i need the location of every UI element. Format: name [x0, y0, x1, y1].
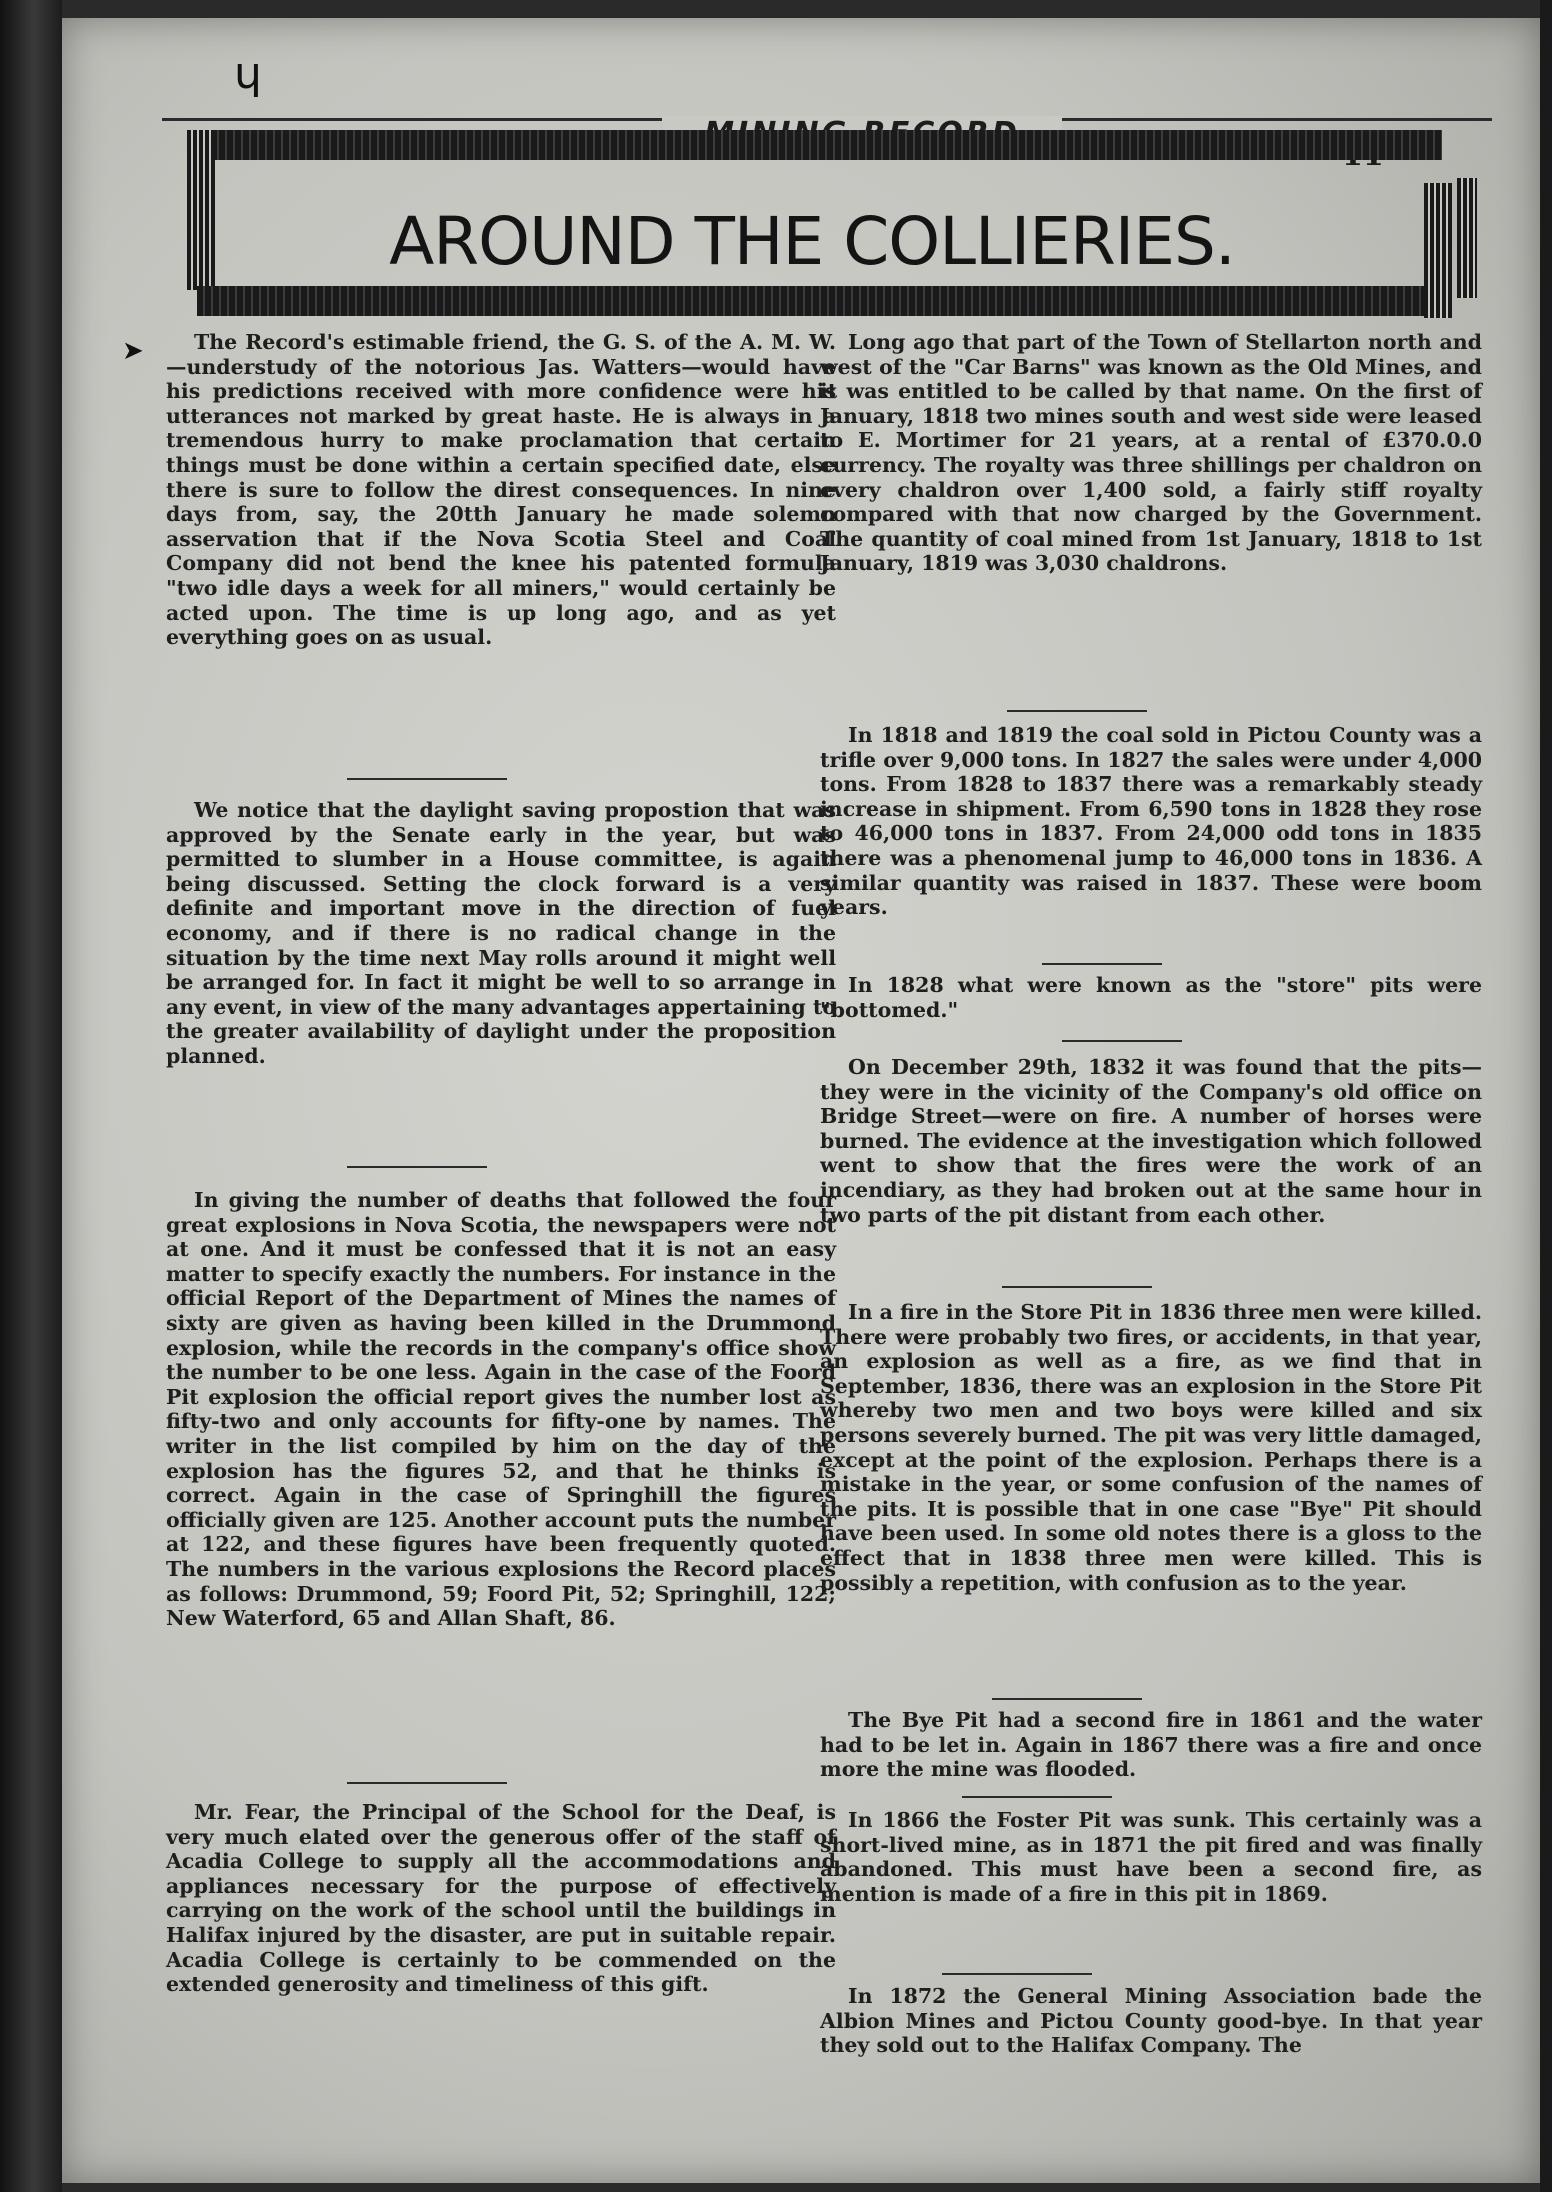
item-store-pits: In 1828 what were known as the "store" pits were "bottomed."	[820, 973, 1482, 1022]
pointer-mark: ➤	[122, 336, 144, 366]
item-separator	[1042, 963, 1162, 965]
banner-right-post-2	[1457, 178, 1477, 298]
item-separator	[942, 1973, 1092, 1975]
right-column	[820, 330, 1482, 576]
right-column	[820, 723, 1482, 920]
left-column	[166, 1188, 836, 1631]
banner-bottom-bar	[197, 286, 1452, 316]
item-1832-fire: On December 29th, 1832 it was found that the pits—they were in the vicinity of the Company's old office on Bridge Street—were on fire. A number of horses were burned. The evidence at the investigation which followed went to show that the fires were the work of an incendiary, as they had broken out at the same hour in two parts of the pit distant from each other.	[820, 1055, 1482, 1227]
page-headline: AROUND THE COLLIERIES.	[389, 203, 1235, 280]
item-separator	[347, 1166, 487, 1168]
right-column	[820, 1708, 1482, 1782]
item-separator	[1062, 1040, 1182, 1042]
item-separator	[962, 1796, 1112, 1798]
left-column	[166, 798, 836, 1069]
right-column	[820, 1808, 1482, 1906]
item-separator	[347, 1782, 507, 1784]
item-daylight-saving: We notice that the daylight saving propostion that was approved by the Senate early in the year, but was permitted to slumber in a House committee, is again being discussed. Setting the clock forward is a very definite and important move in the direction of fuel economy, and if there is no radical change in the situation by the time next May rolls around it might well be arranged for. In fact it might be well to so arrange in any event, in view of the many advantages appertaining to the greater availability of daylight under the proposition planned.	[166, 798, 836, 1068]
banner-left-post	[187, 130, 215, 290]
item-old-mines: Long ago that part of the Town of Stellarton north and west of the "Car Barns" was known as the Old Mines, and it was entitled to be called by that name. On the first of January, 1818 two mines south and west side were leased to E. Mortimer for 21 years, at a rental of £370.0.0 currency. The royalty was three shillings per chaldron on every chaldron over 1,400 sold, a fairly stiff royalty compared with that now charged by the Government. The quantity of coal mined from 1st January, 1818 to 1st January, 1819 was 3,030 chaldrons.	[820, 330, 1482, 576]
item-school-for-deaf: Mr. Fear, the Principal of the School for the Deaf, is very much elated over the generous offer of the staff of Acadia College to supply all the accommodations and appliances necessary for the purpose of effectively carrying on the work of the school until the buildings in Halifax injured by the disaster, are put in suitable repair. Acadia College is certainly to be commended on the extended generosity and timeliness of this gift.	[166, 1800, 836, 1997]
item-separator	[1007, 710, 1147, 712]
newspaper-page	[62, 18, 1540, 2183]
left-column	[166, 330, 836, 650]
right-column	[820, 1984, 1482, 2058]
ink-mark: ɥ	[234, 48, 262, 99]
banner-top-bar	[187, 130, 1442, 160]
item-separator	[347, 778, 507, 780]
left-column	[166, 1800, 836, 1997]
item-explosion-deaths: In giving the number of deaths that followed the four great explosions in Nova Scotia, the newspapers were not at one. And it must be confessed that it is not an easy matter to specify exactly the numbers. For instance in the official Report of the Department of Mines the names of sixty are given as having been killed in the Drummond explosion, while the records in the company's office show the number to be one less. Again in the case of the Foord Pit explosion the official report gives the number lost as fifty-two and only accounts for fifty-one by names. The writer in the list compiled by him on the day of the explosion has the figures 52, and that he thinks is correct. Again in the case of Springhill the figures officially given are 125. Another account puts the number at 122, and these figures have been frequently quoted. The numbers in the various explosions the Record places as follows: Drummond, 59; Foord Pit, 52; Springhill, 122; New Waterford, 65 and Allan Shaft, 86.	[166, 1188, 836, 1631]
scan-left-edge	[0, 0, 62, 2192]
item-separator	[1002, 1286, 1152, 1288]
item-pictou-sales: In 1818 and 1819 the coal sold in Pictou County was a trifle over 9,000 tons. In 1827 the sales were under 4,000 tons. From 1828 to 1837 there was a remarkably steady increase in shipment. From 6,590 tons in 1828 they rose to 46,000 tons in 1837. From 24,000 odd tons in 1835 there was a phenomenal jump to 46,000 tons in 1836. A similar quantity was raised in 1837. These were boom years.	[820, 723, 1482, 920]
scan-right-edge	[1540, 0, 1552, 2192]
item-separator	[992, 1698, 1142, 1700]
item-afmw-predictions: The Record's estimable friend, the G. S. of the A. M. W.—understudy of the notorious Jas. Watters—would have his predictions received with more confidence were his utterances not marked by great haste. He is always in a tremendous hurry to make proclamation that certain things must be done within a certain specified date, else there is sure to follow the direst consequences. In nine days from, say, the 20tth January he made solemn asservation that if the Nova Scotia Steel and Coal Company did not bend the knee his patented formula "two idle days a week for all miners," would certainly be acted upon. The time is up long ago, and as yet everything goes on as usual.	[166, 330, 836, 650]
item-store-pit-1836: In a fire in the Store Pit in 1836 three men were killed. There were probably two fires, or accidents, in that year, an explosion as well as a fire, as we find that in September, 1836, there was an explosion in the Store Pit whereby two men and two boys were killed and six persons severely burned. The pit was very little damaged, except at the point of the explosion. Perhaps there is a mistake in the year, or some confusion of the names of the pits. It is possible that in one case "Bye" Pit should have been used. In some old notes there is a gloss to the effect that in 1838 three men were killed. This is possibly a repetition, with confusion as to the year.	[820, 1300, 1482, 1595]
right-column	[820, 1055, 1482, 1227]
banner-right-post	[1424, 183, 1452, 318]
item-bye-pit: The Bye Pit had a second fire in 1861 and the water had to be let in. Again in 1867 there was a fire and once more the mine was flooded.	[820, 1708, 1482, 1782]
right-column	[820, 1300, 1482, 1595]
item-gma-goodbye: In 1872 the General Mining Association bade the Albion Mines and Pictou County good-bye. In that year they sold out to the Halifax Company. The	[820, 1984, 1482, 2058]
item-foster-pit: In 1866 the Foster Pit was sunk. This certainly was a short-lived mine, as in 1871 the pit fired and was finally abandoned. This must have been a second fire, as mention is made of a fire in this pit in 1869.	[820, 1808, 1482, 1906]
right-column	[820, 973, 1482, 1022]
